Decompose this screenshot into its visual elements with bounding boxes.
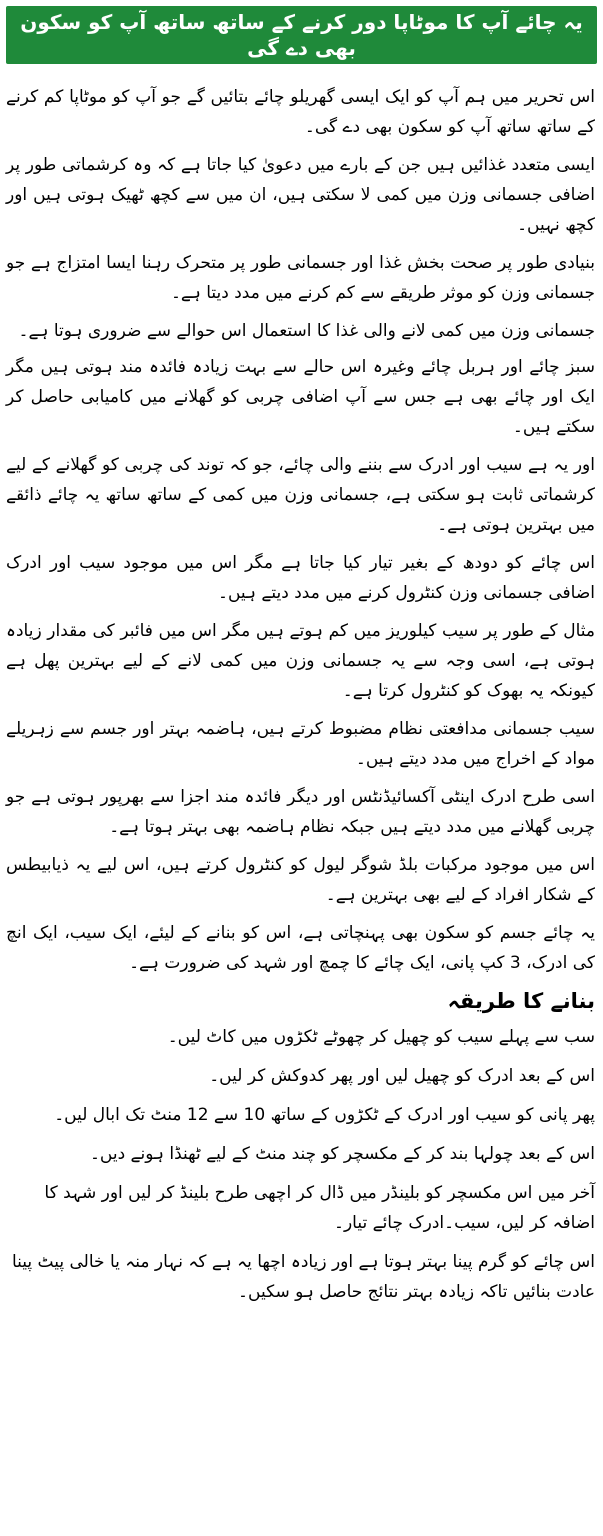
paragraph: اس چائے کو دودھ کے بغیر تیار کیا جاتا ہے مگر اس میں موجود سیب اور ادرک اضافی جسمانی وزن کنٹرول کرنے میں مدد دیتے ہیں۔	[6, 553, 595, 603]
paragraph: بنیادی طور پر صحت بخش غذا اور جسمانی طور پر متحرک رہنا ایسا امتزاج ہے جو جسمانی وزن کو موثر طریقے سے کم کرنے میں مدد دیتا ہے۔	[6, 253, 595, 303]
paragraph: جسمانی وزن میں کمی لانے والی غذا کا استعمال اس حوالے سے ضروری ہوتا ہے۔	[18, 321, 595, 341]
title-banner	[6, 6, 597, 64]
paragraph-intro: اس تحریر میں ہم آپ کو ایک ایسی گھریلو چائے بتائیں گے جو آپ کو موٹاپا کم کرنے کے ساتھ ساتھ آپ کو سکون بھی دے گی۔	[6, 87, 595, 137]
paragraph: سبز چائے اور ہربل چائے وغیرہ اس حالے سے بہت زیادہ فائدہ مند ہوتی ہیں مگر ایک اور چائے بھی ہے جس سے آپ اضافی چربی کو گھلانے میں کامیابی حاصل کر سکتے ہیں۔	[6, 357, 595, 437]
recipe-heading: بنانے کا طریقہ	[447, 989, 595, 1013]
recipe-step: سب سے پہلے سیب کو چھیل کر چھوٹے ٹکڑوں میں کاٹ لیں۔	[167, 1027, 595, 1047]
page-title: یہ چائے آپ کا موٹاپا دور کرنے کے ساتھ ساتھ آپ کو سکون بھی دے گی	[20, 10, 583, 60]
recipe-step: پھر پانی کو سیب اور ادرک کے ٹکڑوں کے ساتھ 10 سے 12 منٹ تک ابال لیں۔	[54, 1105, 595, 1125]
paragraph: مثال کے طور پر سیب کیلوریز میں کم ہوتے ہیں مگر اس میں فائبر کی مقدار زیادہ ہوتی ہے، اسی وجہ سے یہ جسمانی وزن میں کمی لانے کے لیے بہترین پھل ہے کیونکہ یہ بھوک کو کنٹرول کرتا ہے۔	[6, 621, 595, 701]
paragraph: اسی طرح ادرک اینٹی آکسائیڈنٹس اور دیگر فائدہ مند اجزا سے بھرپور ہوتی ہے جو چربی گھلانے میں مدد دیتے ہیں جبکہ نظام ہاضمہ بھی بہتر ہوتا ہے۔	[6, 787, 595, 837]
recipe-step: اس کے بعد چولہا بند کر کے مکسچر کو چند منٹ کے لیے ٹھنڈا ہونے دیں۔	[89, 1144, 595, 1164]
recipe-step: اس کے بعد ادرک کو چھیل لیں اور پھر کدوکش کر لیں۔	[209, 1066, 595, 1086]
paragraph: یہ چائے جسم کو سکون بھی پہنچاتی ہے، اس کو بنانے کے لیئے، ایک سیب، ایک انچ کی ادرک، 3 کپ پانی، ایک چائے کا چمچ اور شہد کی ضرورت ہے۔	[6, 923, 595, 973]
article-body	[6, 82, 595, 1316]
recipe-step: اس چائے کو گرم پینا بہتر ہوتا ہے اور زیادہ اچھا یہ ہے کہ نہار منہ یا خالی پیٹ پینا عادت بنائیں تاکہ زیادہ بہتر نتائج حاصل ہو سکیں۔	[11, 1252, 595, 1302]
paragraph: سیب جسمانی مدافعتی نظام مضبوط کرتے ہیں، ہاضمہ بہتر اور جسم سے زہریلے مواد کے اخراج میں مدد دیتے ہیں۔	[6, 719, 595, 769]
paragraph: ایسی متعدد غذائیں ہیں جن کے بارے میں دعویٰ کیا جاتا ہے کہ وہ کرشماتی طور پر اضافی جسمانی وزن میں کمی لا سکتی ہیں، ان میں سے کچھ ٹھیک ہوتی ہیں اور کچھ نہیں۔	[6, 155, 595, 235]
recipe-step: آخر میں اس مکسچر کو بلینڈر میں ڈال کر اچھی طرح بلینڈ کر لیں اور شہد کا اضافہ کر لیں، سیب۔ادرک چائے تیار۔	[44, 1183, 595, 1233]
paragraph: اس میں موجود مرکبات بلڈ شوگر لیول کو کنٹرول کرتے ہیں، اس لیے یہ ذیابیطس کے شکار افراد کے لیے بھی بہترین ہے۔	[6, 855, 595, 905]
paragraph: اور یہ ہے سیب اور ادرک سے بننے والی چائے، جو کہ توند کی چربی کو گھلانے کے لیے کرشماتی ثابت ہو سکتی ہے، جسمانی وزن میں کمی کے ساتھ ساتھ یہ چائے ذائقے میں بہترین ہوتی ہے۔	[6, 455, 595, 535]
